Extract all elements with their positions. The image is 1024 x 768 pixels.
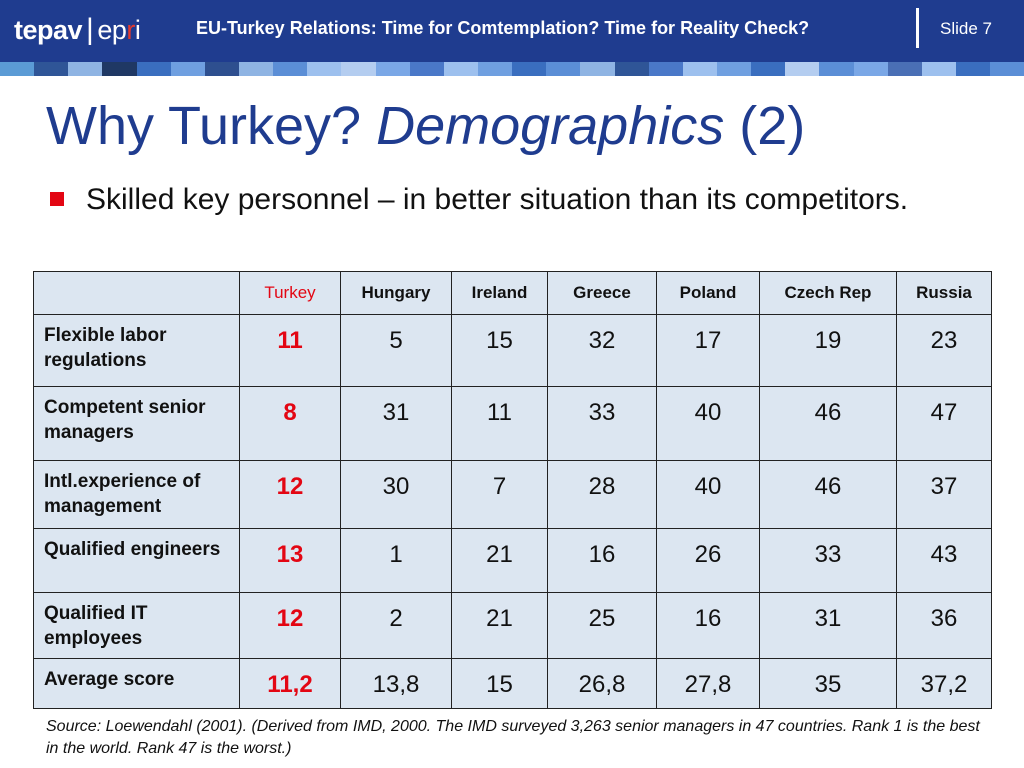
stripe-segment: [615, 62, 649, 76]
table-header-row: [34, 272, 992, 315]
stripe-segment: [888, 62, 922, 76]
value-cell: 1: [341, 529, 452, 593]
stripe-segment: [956, 62, 990, 76]
slide-title-suffix: (2): [724, 96, 806, 156]
stripe-segment: [239, 62, 273, 76]
value-cell: 47: [897, 387, 992, 461]
value-cell: 2: [341, 593, 452, 659]
turkey-value-cell: 11: [240, 315, 341, 387]
row-label: Flexible labor regulations: [34, 315, 240, 387]
value-cell: 35: [760, 659, 897, 709]
stripe-segment: [683, 62, 717, 76]
stripe-segment: [785, 62, 819, 76]
stripe-segment: [854, 62, 888, 76]
row-label: Qualified engineers: [34, 529, 240, 593]
value-cell: 31: [341, 387, 452, 461]
logo-tepav: tepav: [14, 14, 83, 45]
stripe-segment: [444, 62, 478, 76]
value-cell: 40: [657, 461, 760, 529]
column-header: Czech Rep: [760, 272, 897, 315]
value-cell: 33: [548, 387, 657, 461]
bullet-text: Skilled key personnel – in better situation than its competitors.: [86, 183, 909, 216]
table-row: [34, 387, 992, 461]
stripe-segment: [68, 62, 102, 76]
value-cell: 25: [548, 593, 657, 659]
logo-epri-accent: r: [126, 14, 135, 45]
value-cell: 21: [452, 593, 548, 659]
value-cell: 37,2: [897, 659, 992, 709]
value-cell: 23: [897, 315, 992, 387]
stripe-segment: [717, 62, 751, 76]
turkey-value-cell: 12: [240, 461, 341, 529]
table-row: [34, 461, 992, 529]
table-body: [34, 315, 992, 709]
value-cell: 19: [760, 315, 897, 387]
stripe-segment: [410, 62, 444, 76]
row-label: Intl.experience of management: [34, 461, 240, 529]
value-cell: 28: [548, 461, 657, 529]
logo-separator: |: [86, 13, 94, 46]
logo-epri-end: i: [134, 14, 141, 45]
column-header: Poland: [657, 272, 760, 315]
value-cell: 40: [657, 387, 760, 461]
stripe-segment: [171, 62, 205, 76]
stripe-segment: [137, 62, 171, 76]
column-header: Turkey: [240, 272, 341, 315]
row-label: Qualified IT employees: [34, 593, 240, 659]
table-row: [34, 529, 992, 593]
decorative-stripe: [0, 62, 1024, 76]
value-cell: 16: [657, 593, 760, 659]
value-cell: 26,8: [548, 659, 657, 709]
tepav-epri-logo: [14, 8, 140, 52]
stripe-segment: [922, 62, 956, 76]
header-bar: [0, 0, 1024, 62]
header-divider: [916, 8, 919, 48]
stripe-segment: [34, 62, 68, 76]
slide-number: Slide 7: [940, 19, 992, 38]
turkey-value-cell: 8: [240, 387, 341, 461]
stripe-segment: [102, 62, 136, 76]
value-cell: 30: [341, 461, 452, 529]
turkey-value-cell: 13: [240, 529, 341, 593]
value-cell: 11: [452, 387, 548, 461]
table-corner-cell: [34, 272, 240, 315]
stripe-segment: [819, 62, 853, 76]
table-row: [34, 593, 992, 659]
value-cell: 46: [760, 461, 897, 529]
value-cell: 27,8: [657, 659, 760, 709]
value-cell: 16: [548, 529, 657, 593]
turkey-value-cell: 11,2: [240, 659, 341, 709]
value-cell: 33: [760, 529, 897, 593]
value-cell: 46: [760, 387, 897, 461]
column-header: Greece: [548, 272, 657, 315]
stripe-segment: [546, 62, 580, 76]
column-header: Hungary: [341, 272, 452, 315]
slide-title: [46, 95, 805, 157]
bullet-square-icon: [50, 192, 64, 206]
column-header: Ireland: [452, 272, 548, 315]
slide-title-italic: Demographics: [376, 96, 725, 156]
value-cell: 43: [897, 529, 992, 593]
row-label: Average score: [34, 659, 240, 709]
value-cell: 15: [452, 315, 548, 387]
stripe-segment: [990, 62, 1024, 76]
value-cell: 13,8: [341, 659, 452, 709]
ranking-table: [33, 271, 992, 709]
stripe-segment: [205, 62, 239, 76]
value-cell: 17: [657, 315, 760, 387]
stripe-segment: [273, 62, 307, 76]
value-cell: 15: [452, 659, 548, 709]
column-header: Russia: [897, 272, 992, 315]
value-cell: 5: [341, 315, 452, 387]
stripe-segment: [649, 62, 683, 76]
value-cell: 21: [452, 529, 548, 593]
turkey-value-cell: 12: [240, 593, 341, 659]
value-cell: 31: [760, 593, 897, 659]
stripe-segment: [580, 62, 614, 76]
row-label: Competent senior managers: [34, 387, 240, 461]
logo-epri: [97, 15, 140, 46]
stripe-segment: [751, 62, 785, 76]
logo-epri-main: ep: [97, 14, 127, 45]
value-cell: 26: [657, 529, 760, 593]
stripe-segment: [341, 62, 375, 76]
stripe-segment: [512, 62, 546, 76]
stripe-segment: [376, 62, 410, 76]
table-row: [34, 315, 992, 387]
value-cell: 36: [897, 593, 992, 659]
source-note: Source: Loewendahl (2001). (Derived from IMD, 2000. The IMD surveyed 3,263 senior managers in 47 countries. Rank 1 is the best in the world. Rank 47 is the worst.): [46, 718, 980, 757]
value-cell: 7: [452, 461, 548, 529]
value-cell: 37: [897, 461, 992, 529]
bullet-point: [46, 180, 946, 220]
value-cell: 32: [548, 315, 657, 387]
slide-title-main: Why Turkey?: [46, 96, 377, 156]
stripe-segment: [478, 62, 512, 76]
table-row: [34, 659, 992, 709]
presentation-title: EU-Turkey Relations: Time for Comtemplation? Time for Reality Check?: [196, 18, 810, 38]
stripe-segment: [307, 62, 341, 76]
stripe-segment: [0, 62, 34, 76]
